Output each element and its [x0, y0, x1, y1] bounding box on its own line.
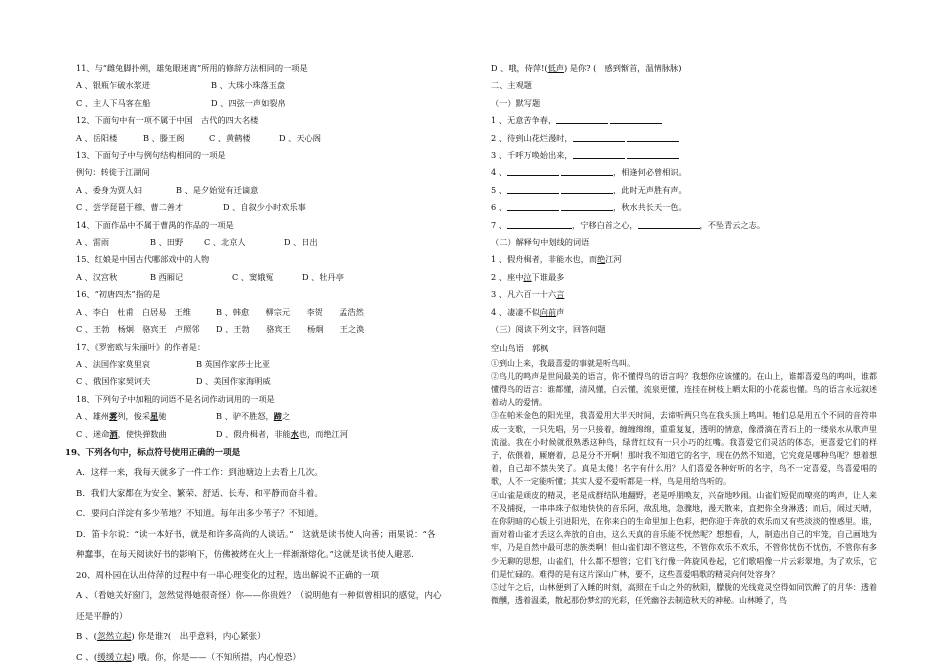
q14-option-d[interactable]: D 、日出 [284, 237, 318, 248]
article-paragraph-1: ①到山上来，我最喜爱的事就是听鸟叫。 [491, 358, 635, 368]
q17-option-b[interactable]: B 英国作家莎士比亚 [196, 358, 271, 369]
q17-option-d[interactable]: D 、美国作家海明威 [196, 376, 271, 387]
q20-option-b[interactable]: B 、(忽然立起) 你是谁?( 出乎意料，内心紧张） [76, 632, 266, 643]
q18-option-a[interactable]: A 、雄州雾列，俊采星驰 [76, 411, 167, 422]
fill-item-2: 2 、待到山花烂漫时， [491, 130, 877, 147]
q18-options-row2 [76, 426, 461, 443]
q18-option-b[interactable]: B 、驴不胜怒，蹄之 [216, 411, 291, 422]
q14-option-c[interactable]: C 、北京人 [204, 237, 246, 248]
fill-blank[interactable] [561, 184, 613, 194]
q15-option-b[interactable]: B 西厢记 [150, 271, 184, 282]
q16-stem: 16、“初唐四杰”指的是 [76, 289, 161, 300]
fill-blank[interactable] [627, 132, 679, 142]
explain-item-2: 2 、座中泣下谁最多 [491, 271, 565, 282]
fill-item-6: 6 、 ，秋水共长天一色。 [491, 202, 687, 213]
q11-stem: 11、与“雌兔脚扑朔，雄兔眼迷离”所用的修辞方法相同的一项是 [76, 63, 308, 73]
fill-blank[interactable] [627, 149, 679, 159]
reading-title: （三）阅读下列文字，回答问题 [491, 324, 606, 335]
fill-blank[interactable] [507, 166, 559, 176]
q17-option-a[interactable]: A 、法国作家莫里哀 [76, 358, 151, 369]
q16-option-a[interactable]: A 、李白 杜甫 白居易 王维 [76, 306, 191, 317]
dictation-title: （一）默写题 [491, 97, 541, 108]
fill-blank[interactable] [507, 201, 559, 211]
q19-option-d[interactable]: D．笛卡尔说：“读一本好书，就是和许多高尚的人谈话。” 这就是读书使人向善；雨果说：“各 [76, 529, 436, 540]
q13-example: 例句：转徙于江湖间 [76, 167, 150, 178]
fill-item-1: 1 、无意苦争春， [491, 112, 877, 129]
right-column [491, 60, 877, 607]
q17-stem: 17、《罗密欧与朱丽叶》的作者是： [76, 341, 206, 352]
q19-option-d-cont: 种蠢事，在每天阅读好书的影响下，仿佛被烤在火上一样渐渐熔化。”这就是读书使人避恶. [76, 550, 414, 561]
q14-option-b[interactable]: B 、田野 [150, 237, 184, 248]
fill-blank[interactable] [556, 114, 608, 124]
q20-option-d[interactable]: D 、哦，侍萍!(低声) 是你? ( 感到惭首，温情脉脉) [491, 63, 682, 73]
fill-blank[interactable] [573, 132, 625, 142]
q18-option-d[interactable]: D 、假舟楫者，非能水也，而绝江河 [216, 428, 349, 439]
fill-item-3: 3 、千呼万唤始出来， [491, 147, 877, 164]
article-paragraph-5: ⑤过午之后，山林便到了入睡的时刻，高照在千山之外的秋阳，朦胧的光线竟灵空得如同饮醉了的月华：透着微醺，透着温柔，散起那份梦幻的光彩，任凭幽谷去制造秋天的神秘。山林睡了，鸟 [491, 582, 877, 606]
q14-options [76, 234, 461, 251]
q13-option-b[interactable]: B 、是夕始觉有迁谪意 [176, 184, 259, 195]
left-column [65, 60, 461, 668]
article-paragraph-3: ③在帕米金色的阳光里，我喜爱用大半天时间，去谛听两只鸟在我头顶上鸣叫。牠们总是用五个不同的音符串成一支歌，一只先唱，另一只接着，缠缠绵绵，重重复复，透明的情意，像滑滴在青石上的一缕泉水从歌声里流溢。我在小时候就很熟悉这种鸟，绿背红纹有一只小巧的红嘴。我喜爱它们灵活的体态，更喜爱它们的样子，依偎着，厮磨着，总是分不开啊！那时我不知道它的名字，现在仍然不知道，它究竟是哪种鸟呢？想着想着，自己却不禁失笑了。真是太傻！名字有什么用？人们喜爱各种好听的名字，鸟不一定喜爱，鸟喜爱唱的歌，人不一定能听懂；其实人爱不爱听都是一样，鸟是用给鸟听的。 [491, 411, 877, 487]
q16-option-d[interactable]: D 、王勃 骆宾王 杨炯 王之涣 [216, 324, 365, 335]
explain-item-4: 4 、凄凄不似向前声 [491, 306, 565, 317]
article-paragraph-4: ④山雀是顽皮的精灵，老是成群结队地翻野，老是呼朋唤友，兴奋地吵闹。山雀们短促而嘹亮的鸣声，让人来不及捕捉，一串串珠子似地快快的音乐阿，敌乱地，急骤地，漫天散来，直把你全身淋透；而后，闹过天晴，在你阴暗的心版上引进阳光，在你来白的生命里加上色彩，把你迎于奔放的欢乐而又有些淡淡的惶惑里。谁，面对着山雀才丢这么奔放的自由，这么天真的音乐能不恍然呢？想想看，人，制造出自己的牢笼，自己画地为牢，乃是自然中最可悲的族类啊！但山雀们却不管这些，不管你欢乐不欢乐，不管你忧伤不忧伤，不管你有多少无聊的思想，山雀们，什么都不想管；它们飞行像一阵旋风卷起，它们歌唱像一片云彩翠地，为了欢乐，它们是忙碌的。难得的是有这片深山广林，要不，这些喜爱唱歌的精灵向何处容身？ [491, 490, 877, 579]
q12-option-b[interactable]: B 、滕王阁 [143, 132, 185, 143]
q13-option-d[interactable]: D 、自叙少小时欢乐事 [223, 202, 306, 213]
explain-title: （二）解释句中划线的词语 [491, 237, 590, 248]
fill-blank[interactable] [561, 166, 613, 176]
q17-options-row2 [76, 373, 461, 390]
fill-item-5: 5 、 ，此时无声胜有声。 [491, 184, 687, 195]
q11-options-row1 [76, 77, 461, 94]
q11-option-d[interactable]: D 、四弦一声如裂帛 [211, 97, 286, 108]
q13-options-row2 [76, 199, 461, 216]
article-paragraph-2: ②鸟儿的鸣声是世间最美的语言，你不懂得鸟的语言吗？我想你应该懂的。在山上，谁都喜爱鸟的鸣叫，谁都懂得鸟的语言：谁都懂，清风懂，白云懂，流泉更懂，连挂在树枝上晒太阳的小花蕊也懂。鸟的语言永远叙述着动人的爱情。 [491, 371, 877, 408]
q11-option-a[interactable]: A 、银瓶乍破水浆迸 [76, 80, 151, 91]
q15-option-d[interactable]: D 、牡丹亭 [302, 271, 344, 282]
q19-option-c[interactable]: C．要问白洋淀有多少苇地？不知道。每年出多少苇子？不知道。 [76, 509, 324, 520]
q11-options-row2 [76, 95, 461, 112]
fill-blank[interactable] [507, 219, 572, 229]
q20-option-a[interactable]: A 、（看她关好窗门，忽然觉得她很奇怪）你——你贵姓？（说明他有一种似曾相识的感觉，内心 [76, 591, 442, 602]
q12-options [76, 130, 461, 147]
q11-option-c[interactable]: C 、主人下马客在船 [76, 97, 151, 108]
q11-option-b[interactable]: B 、大珠小珠落玉盘 [211, 80, 286, 91]
q20-option-c[interactable]: C 、(缓缓立起) 哦。你，你是——（不知所措，内心惶恐） [76, 652, 302, 663]
fill-blank[interactable] [610, 114, 662, 124]
q12-option-d[interactable]: D 、天心阁 [279, 132, 321, 143]
fill-blank[interactable] [507, 184, 559, 194]
article-title: 空山鸟语 郭枫 [491, 342, 549, 353]
section-subjective-title: 二、主观题 [491, 80, 532, 91]
q19-option-b[interactable]: B．我们大家都在为安全、繁荣、舒适、长寿、和平静而奋斗着。 [76, 488, 323, 499]
q12-option-a[interactable]: A 、岳阳楼 [76, 132, 118, 143]
q16-option-c[interactable]: C 、王勃 杨炯 骆宾王 卢照邻 [76, 324, 200, 335]
explain-item-3: 3 、凡六百一十六言 [491, 289, 565, 300]
fill-item-4: 4 、 ，相逢何必曾相识。 [491, 167, 687, 178]
q12-stem: 12、下面句中有一项不属于中国 古代的四大名楼 [76, 115, 259, 126]
q18-stem: 18、下列句子中加粗的词语不是名词作动词用的一项是 [76, 393, 275, 404]
explain-item-1: 1 、假舟楫者，非能水也，而绝江河 [491, 254, 622, 265]
q14-option-a[interactable]: A 、雷雨 [76, 237, 110, 248]
q13-stem: 13、下面句子中与例句结构相同的一项是 [76, 150, 226, 161]
q15-stem: 15、红娘是中国古代哪部戏中的人物 [76, 254, 210, 265]
q12-option-c[interactable]: C 、黄鹤楼 [209, 132, 251, 143]
q15-option-a[interactable]: A 、汉宫秋 [76, 271, 118, 282]
q16-option-b[interactable]: B 、韩愈 柳宗元 李贺 孟浩然 [216, 306, 364, 317]
fill-blank[interactable] [561, 201, 613, 211]
q20-option-a-cont: 还是平静的） [76, 611, 128, 622]
q18-options-row1 [76, 408, 461, 425]
q14-stem: 14、下面作品中不属于曹禺的作品的一项是 [76, 219, 234, 230]
fill-blank[interactable] [638, 219, 700, 229]
q16-options-row1 [76, 304, 461, 321]
q19-option-a[interactable]: A．这样一来，我每天就多了一件工作：到池塘边上去看上几次。 [76, 468, 323, 479]
q13-option-c[interactable]: C 、尝学琵琶于穆、曹二善才 [76, 202, 184, 213]
fill-blank[interactable] [573, 149, 625, 159]
fill-item-7: 7 、 ，宁移白首之心， ，不坠青云之志。 [491, 219, 766, 230]
q19-stem: 19、下列各句中，标点符号使用正确的一项是 [65, 447, 241, 458]
q13-options-row1 [76, 182, 461, 199]
q15-options [76, 269, 461, 286]
q16-options-row2 [76, 321, 461, 338]
q20-stem: 20、周朴园在认出侍萍的过程中有一串心理变化的过程，选出解说不正确的一项 [76, 570, 380, 581]
q17-options-row1 [76, 356, 461, 373]
q15-option-c[interactable]: C 、窦娥冤 [232, 271, 274, 282]
q18-option-c[interactable]: C 、迷命酒，使快弹数曲 [76, 428, 167, 439]
q17-option-c[interactable]: C 、俄国作家契诃夫 [76, 376, 151, 387]
q13-option-a[interactable]: A 、委身为贾人妇 [76, 184, 142, 195]
